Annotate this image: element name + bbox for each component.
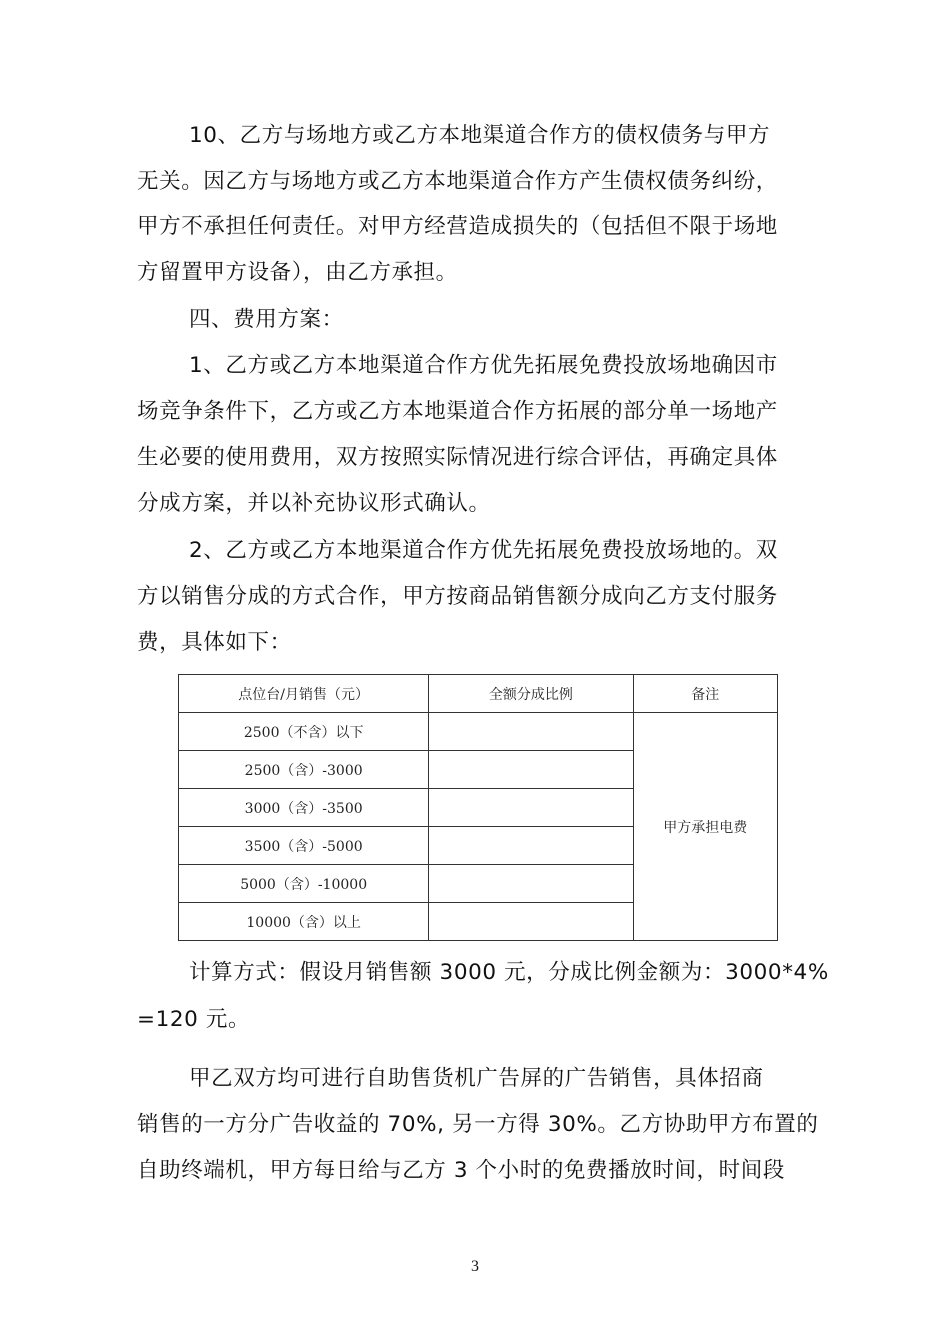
calc-line-1: 计算方式：假设月销售额 3000 元，分成比例金额为：3000*4%: [189, 960, 829, 985]
sales-range-cell: 2500（含）-3000: [179, 751, 429, 789]
clause-1-line-1: 1、乙方或乙方本地渠道合作方优先拓展免费投放场地确因市: [189, 353, 778, 378]
clause-2-line-2: 方以销售分成的方式合作，甲方按商品销售额分成向乙方支付服务: [137, 584, 778, 609]
clause-1-line-3: 生必要的使用费用，双方按照实际情况进行综合评估，再确定具体: [137, 445, 778, 470]
clause-1-line-4: 分成方案，并以补充协议形式确认。: [137, 491, 491, 516]
ratio-cell: [429, 789, 633, 827]
sales-range-cell: 5000（含）-10000: [179, 865, 429, 903]
table-row: [179, 713, 778, 751]
clause-2-line-1: 2、乙方或乙方本地渠道合作方优先拓展免费投放场地的。双: [189, 538, 778, 563]
ratio-cell: [429, 713, 633, 751]
ad-paragraph-line-2: 销售的一方分广告收益的 70%, 另一方得 30%。乙方协助甲方布置的: [137, 1112, 819, 1137]
clause-1-line-2: 场竞争条件下，乙方或乙方本地渠道合作方拓展的部分单一场地产: [137, 399, 778, 424]
header-sales-range: 点位台/月销售（元）: [179, 675, 429, 713]
ratio-cell: [429, 865, 633, 903]
commission-table: [178, 674, 778, 941]
ratio-cell: [429, 751, 633, 789]
paragraph-10-line-1: 10、乙方与场地方或乙方本地渠道合作方的债权债务与甲方: [189, 123, 771, 148]
sales-range-cell: 2500（不含）以下: [179, 713, 429, 751]
clause-2-line-3: 费，具体如下：: [137, 630, 292, 655]
paragraph-10-line-3: 甲方不承担任何责任。对甲方经营造成损失的（包括但不限于场地: [137, 214, 778, 239]
header-remark: 备注: [633, 675, 777, 713]
paragraph-10-line-4: 方留置甲方设备），由乙方承担。: [137, 260, 458, 285]
paragraph-10-line-2: 无关。因乙方与场地方或乙方本地渠道合作方产生债权债务纠纷，: [137, 169, 778, 194]
remark-cell: 甲方承担电费: [633, 713, 777, 941]
sales-range-cell: 10000（含）以上: [179, 903, 429, 941]
ad-paragraph-line-3: 自助终端机，甲方每日给与乙方 3 个小时的免费播放时间，时间段: [137, 1158, 785, 1183]
page-number: 3: [471, 1258, 479, 1275]
header-ratio: 全额分成比例: [429, 675, 633, 713]
table-header-row: [179, 675, 778, 713]
sales-range-cell: 3000（含）-3500: [179, 789, 429, 827]
ad-paragraph-line-1: 甲乙双方均可进行自助售货机广告屏的广告销售，具体招商: [189, 1066, 764, 1091]
ratio-cell: [429, 827, 633, 865]
section-heading: 四、费用方案：: [189, 307, 344, 332]
calc-line-2: =120 元。: [137, 1007, 251, 1032]
ratio-cell: [429, 903, 633, 941]
sales-range-cell: 3500（含）-5000: [179, 827, 429, 865]
